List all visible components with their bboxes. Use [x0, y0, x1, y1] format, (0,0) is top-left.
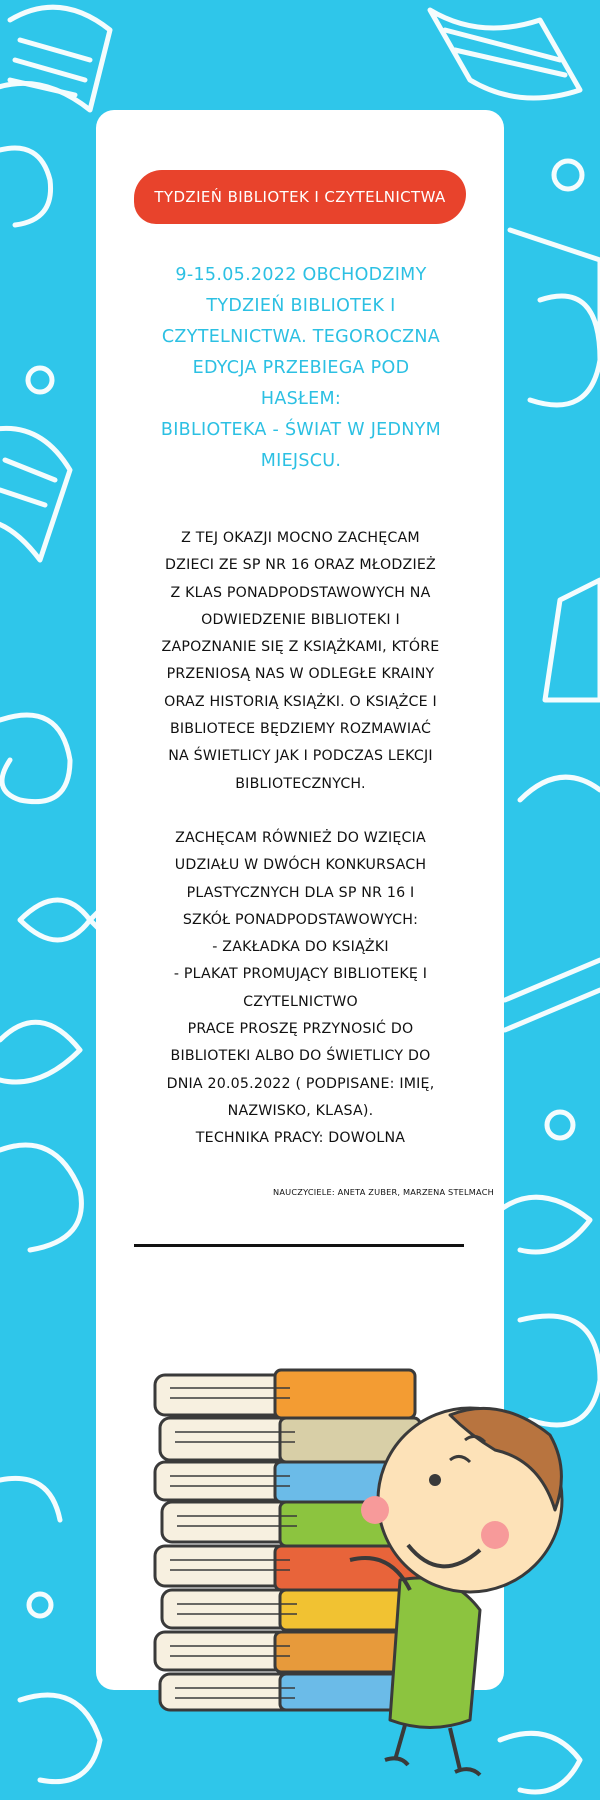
book [275, 1370, 415, 1418]
paragraph-gap [118, 798, 483, 825]
intro-line: BIBLIOTEKA - ŚWIAT W JEDNYM [160, 420, 442, 440]
body-line: UDZIAŁU W DWÓCH KONKURSACH [174, 857, 427, 874]
book-doodle-top-left [0, 7, 110, 110]
body-line: NAZWISKO, KLASA). [227, 1102, 374, 1119]
body-line: TECHNIKA PRACY: DOWOLNA [195, 1130, 406, 1147]
body-line: CZYTELNICTWO [243, 993, 358, 1010]
body-line: - ZAKŁADKA DO KSIĄŻKI [212, 939, 389, 956]
circle-doodle [554, 161, 582, 189]
body-line: ORAZ HISTORIĄ KSIĄŻKI. O KSIĄŻCE I [164, 693, 437, 710]
circle-doodle [547, 1112, 573, 1138]
divider-line [134, 1244, 464, 1247]
boy-shirt [390, 1578, 480, 1728]
intro-line: EDYCJA PRZEBIEGA POD [192, 358, 410, 378]
body-line: DNIA 20.05.2022 ( PODPISANE: IMIĘ, [166, 1075, 435, 1092]
body-line: - PLAKAT PROMUJĄCY BIBLIOTEKĘ I [173, 966, 428, 983]
swirl-doodle [500, 1197, 590, 1252]
body-line: BIBLIOTECE BĘDZIEMY ROZMAWIAĆ [169, 721, 432, 738]
fish-doodle [0, 1022, 80, 1082]
boy-carrying-books-illustration [150, 1340, 570, 1780]
body-text [118, 525, 483, 1153]
circle-doodle [29, 1594, 51, 1616]
title-badge-label: TYDZIEŃ BIBLIOTEK I CZYTELNICTWA [154, 188, 446, 206]
swirl-doodle [0, 1145, 81, 1250]
body-line: SZKÓŁ PONADPODSTAWOWYCH: [182, 911, 419, 928]
swirl-doodle [0, 715, 70, 802]
body-line: NA ŚWIETLICY JAK I PODCZAS LEKCJI [168, 748, 433, 765]
body-line: ODWIEDZENIE BIBLIOTEKI I [201, 611, 400, 628]
book-doodle-top-right [430, 10, 580, 98]
swirl-doodle [20, 1695, 100, 1782]
circle-doodle [28, 368, 52, 392]
body-line: ZAPOZNANIE SIĘ Z KSIĄŻKAMI, KTÓRE [161, 639, 440, 656]
body-line: PRACE PROSZĘ PRZYNOSIĆ DO [187, 1021, 414, 1038]
body-line: DZIECI ZE SP NR 16 ORAZ MŁODZIEŻ [165, 557, 436, 574]
body-line: BIBLIOTEKI ALBO DO ŚWIETLICY DO [170, 1048, 431, 1065]
intro-line: TYDZIEŃ BIBLIOTEK I [206, 296, 396, 316]
intro-text [126, 260, 476, 477]
intro-line: MIEJSCU. [260, 451, 342, 471]
pencil-doodle [505, 960, 600, 1030]
body-line: PLASTYCZNYCH DLA SP NR 16 I [186, 884, 415, 901]
title-badge [134, 170, 466, 224]
body-line: PRZENIOSĄ NAS W ODLEGŁE KRAINY [166, 666, 435, 683]
fish-doodle [520, 777, 600, 800]
swirl-doodle [0, 148, 51, 225]
swirl-doodle [530, 296, 600, 405]
intro-line: CZYTELNICTWA. TEGOROCZNA [161, 327, 441, 347]
body-line: Z KLAS PONADPODSTAWOWYCH NA [170, 584, 431, 601]
book-doodle-right [545, 580, 600, 700]
teachers-credit: NAUCZYCIELE: ANETA ZUBER, MARZENA STELMACH [273, 1187, 494, 1197]
intro-line: 9-15.05.2022 OBCHODZIMY [175, 265, 427, 285]
body-line: BIBLIOTECZNYCH. [235, 775, 366, 792]
intro-line: HASŁEM: [260, 389, 342, 409]
body-line: ZACHĘCAM RÓWNIEŻ DO WZIĘCIA [175, 829, 426, 846]
body-line: Z TEJ OKAZJI MOCNO ZACHĘCAM [181, 530, 420, 546]
swirl-doodle [0, 1478, 60, 1520]
